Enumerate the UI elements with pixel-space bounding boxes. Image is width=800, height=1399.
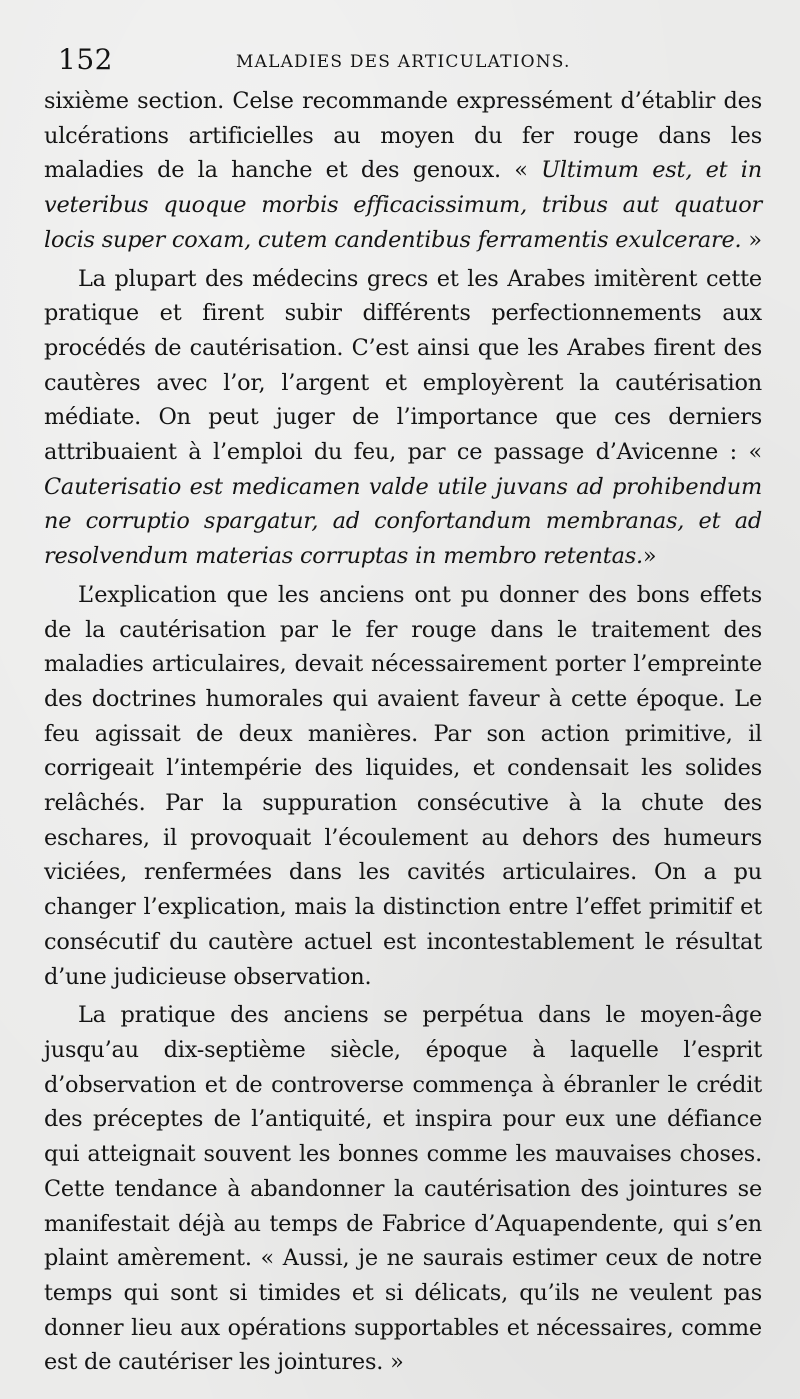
body-text [44, 84, 762, 1380]
closing-quote: » [642, 543, 657, 570]
latin-quotation-celse: Ultimum est, et in veteribus quoque morbis efficacissimum, tribus aut quatuor locis super coxam, cutem candentibus ferramentis exulcerare. [44, 157, 762, 253]
paragraph-arabes [44, 262, 762, 574]
paragraph-text: La plupart des médecins grecs et les Arabes imitèrent cette pratique et firent subir différents perfectionnements aux procédés de cautérisation. C’est ainsi que les Arabes firent des cautères avec l’or, l’argent et employèrent la cautérisation médiate. On peut juger de l’importance que ces derniers attribuaient à l’emploi du feu, par ce passage d’Avicenne : « [44, 265, 762, 466]
paragraph-text: La pratique des anciens se perpétua dans le moyen-âge jusqu’au dix-septième siècle, époque à laquelle l’esprit d’observation et de controverse commença à ébranler le crédit des préceptes de l’antiquité, et inspira pour eux une défiance qui atteignait souvent les bonnes comme les mauvaises choses. Cette tendance à abandonner la cautérisation des jointures se manifestait déjà au temps de Fabrice d’Aquapendente, qui s’en plaint amèrement. « Aussi, je ne saurais estimer ceux de notre temps qui sont si timides et si délicats, qu’ils ne veulent pas donner lieu aux opérations supportables et nécessaires, comme est de cautériser les jointures. » [44, 1002, 762, 1376]
page-number: 152 [58, 43, 113, 76]
paragraph-moyen-age [44, 998, 762, 1380]
closing-quote: » [741, 226, 762, 253]
paragraph-text: sixième section. Celse recommande expressément d’établir des ulcérations artificielles au moyen du fer rouge dans les maladies de la hanche et des genoux. « [44, 88, 762, 184]
paragraph-celse [44, 84, 762, 258]
running-title: MALADIES DES ARTICULATIONS. [236, 52, 571, 72]
paragraph-explication [44, 578, 762, 994]
running-head [44, 42, 762, 84]
paragraph-text: L’explication que les anciens ont pu donner des bons effets de la cautérisation par le fer rouge dans le traitement des maladies articulaires, devait nécessairement porter l’empreinte des doctrines humorales qui avaient faveur à cette époque. Le feu agissait de deux manières. Par son action primitive, il corrigeait l’intempérie des liquides, et condensait les solides relâchés. Par la suppuration consécutive à la chute des eschares, il provoquait l’écoulement au dehors des humeurs viciées, renfermées dans les cavités articulaires. On a pu changer l’explication, mais la distinction entre l’effet primitif et consécutif du cautère actuel est incontestablement le résultat d’une judicieuse observation. [44, 581, 762, 990]
latin-quotation-avicenne: Cauterisatio est medicamen valde utile juvans ad prohibendum ne corruptio spargatur, ad confortandum membranas, et ad resolvendum materias corruptas in membro retentas. [44, 473, 762, 570]
